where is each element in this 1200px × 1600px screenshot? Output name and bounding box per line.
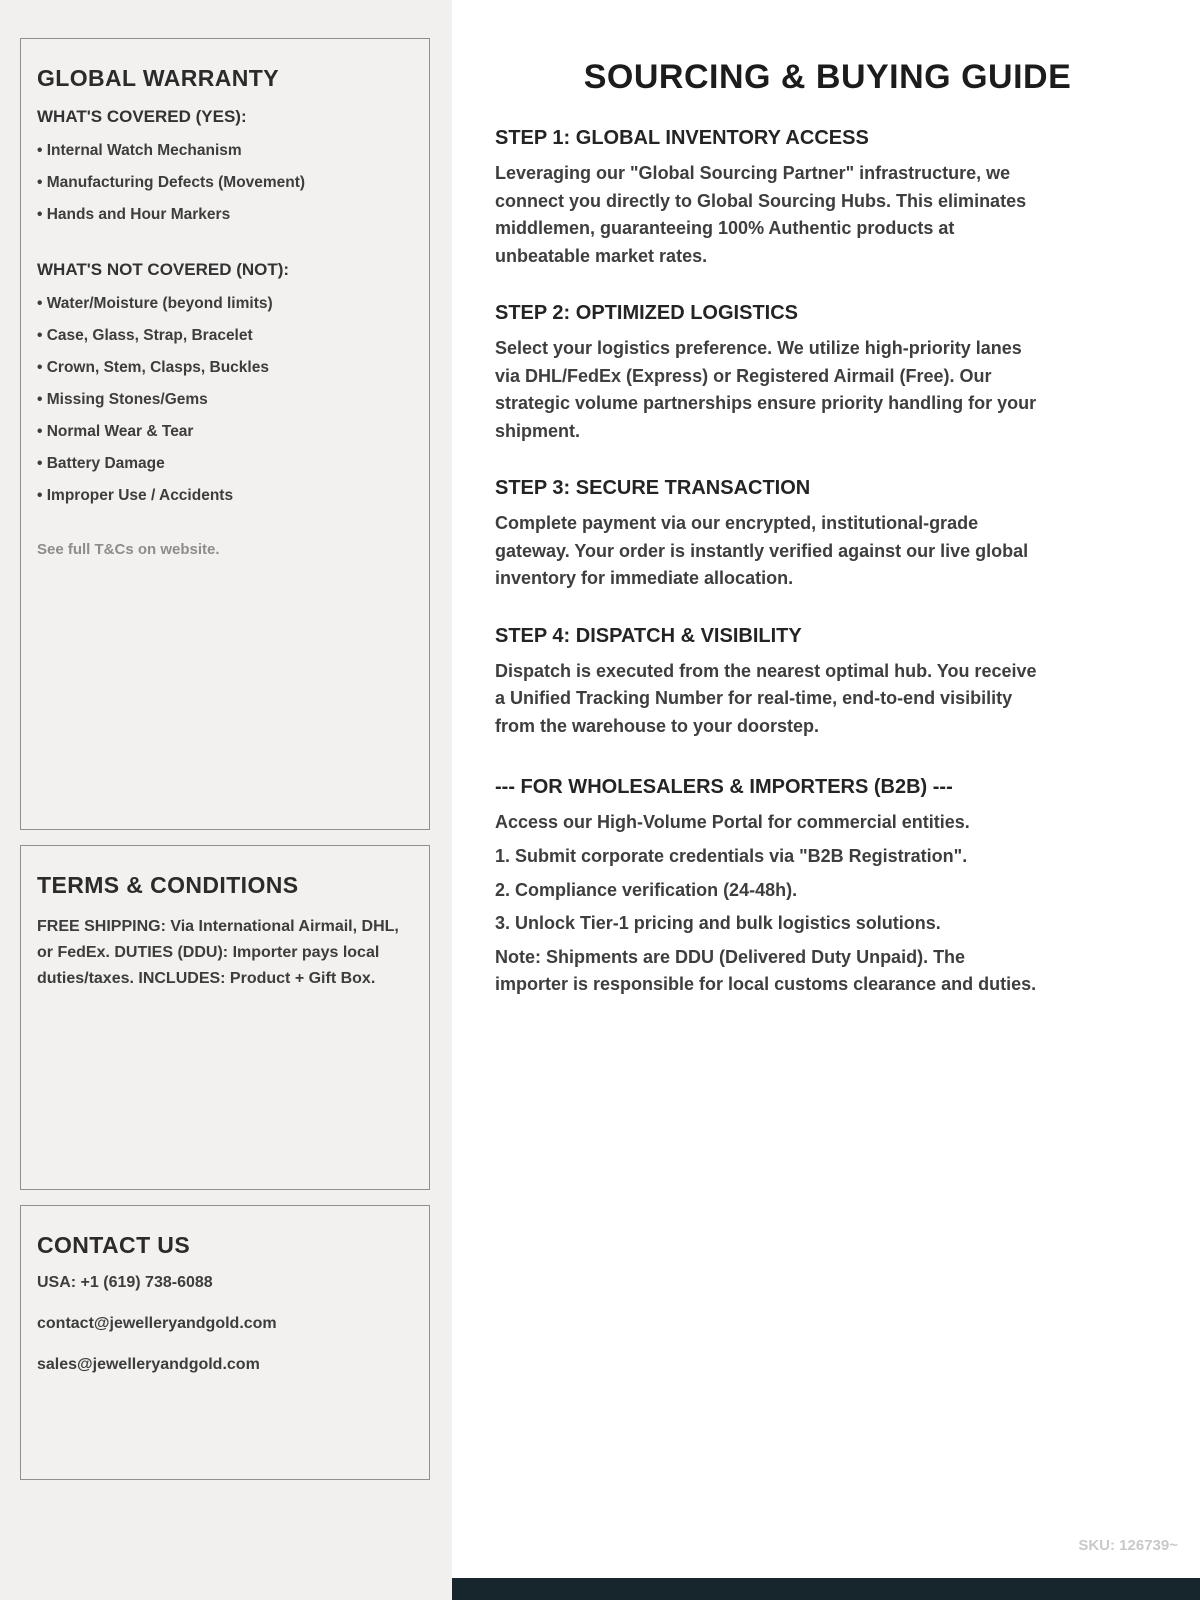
warranty-not-covered-item: • Normal Wear & Tear	[37, 423, 411, 441]
step-3-section	[495, 477, 1160, 593]
warranty-covered-item: • Hands and Hour Markers	[37, 206, 411, 224]
global-warranty-box	[20, 38, 430, 830]
step-3-body: Complete payment via our encrypted, institutional-grade gateway. Your order is instantly verified against our live global inventory for immediate allocation.	[495, 513, 1029, 589]
step-2-heading: STEP 2: OPTIMIZED LOGISTICS	[495, 302, 798, 325]
warranty-not-covered-heading: WHAT'S NOT COVERED (NOT):	[37, 260, 290, 279]
contact-email-primary: contact@jewelleryandgold.com	[37, 1315, 277, 1332]
b2b-heading: --- FOR WHOLESALERS & IMPORTERS (B2B) ---	[495, 776, 953, 799]
step-4-body: Dispatch is executed from the nearest optimal hub. You receive a Unified Tracking Number for real-time, end-to-end visibility from the warehouse to your doorstep.	[495, 660, 1037, 736]
warranty-covered-item: • Internal Watch Mechanism	[37, 142, 411, 160]
b2b-item-3: 3. Unlock Tier-1 pricing and bulk logistics solutions.	[495, 913, 941, 934]
step-4-heading: STEP 4: DISPATCH & VISIBILITY	[495, 624, 802, 647]
terms-box	[20, 845, 430, 1190]
b2b-section	[495, 776, 1160, 998]
sku-label: SKU: 126739~	[1078, 1537, 1178, 1554]
step-3-heading: STEP 3: SECURE TRANSACTION	[495, 477, 811, 500]
step-1-body: Leveraging our "Global Sourcing Partner" infrastructure, we connect you directly to Global Sourcing Hubs. This eliminates middlemen, guaranteeing 100% Authentic products at unbeatable market rates.	[495, 163, 1027, 266]
warranty-covered-item: • Manufacturing Defects (Movement)	[37, 174, 411, 192]
warranty-covered-heading: WHAT'S COVERED (YES):	[37, 107, 247, 126]
contact-phone: USA: +1 (619) 738-6088	[37, 1274, 213, 1291]
b2b-item-1: 1. Submit corporate credentials via "B2B Registration".	[495, 845, 968, 866]
warranty-not-covered-item: • Case, Glass, Strap, Bracelet	[37, 327, 411, 345]
page-title: SOURCING & BUYING GUIDE	[583, 58, 1072, 96]
warranty-title: GLOBAL WARRANTY	[37, 65, 279, 91]
warranty-not-covered-item: • Water/Moisture (beyond limits)	[37, 295, 411, 313]
warranty-not-covered-item: • Improper Use / Accidents	[37, 487, 411, 505]
b2b-note: Note: Shipments are DDU (Delivered Duty Unpaid). The importer is responsible for local customs clearance and duties.	[495, 946, 1037, 995]
contact-title: CONTACT US	[37, 1232, 191, 1258]
contact-box	[20, 1205, 430, 1480]
step-2-body: Select your logistics preference. We utilize high-priority lanes via DHL/FedEx (Express) or Registered Airmail (Free). Our strategic volume partnerships ensure priority handling for your shipment.	[495, 338, 1037, 441]
step-4-section	[495, 625, 1160, 741]
step-2-section	[495, 302, 1160, 445]
footer-bar	[452, 1578, 1200, 1600]
warranty-not-covered-list	[37, 295, 411, 505]
step-1-section	[495, 127, 1160, 270]
warranty-not-covered-item: • Missing Stones/Gems	[37, 391, 411, 409]
warranty-not-covered-item: • Crown, Stem, Clasps, Buckles	[37, 359, 411, 377]
step-1-heading: STEP 1: GLOBAL INVENTORY ACCESS	[495, 127, 869, 149]
b2b-intro: Access our High-Volume Portal for commercial entities.	[495, 812, 970, 833]
warranty-not-covered-item: • Battery Damage	[37, 455, 411, 473]
contact-email-sales: sales@jewelleryandgold.com	[37, 1356, 260, 1373]
terms-title: TERMS & CONDITIONS	[37, 872, 299, 898]
main-content	[452, 0, 1200, 1600]
sidebar	[0, 0, 452, 1600]
b2b-item-2: 2. Compliance verification (24-48h).	[495, 879, 798, 900]
terms-body: FREE SHIPPING: Via International Airmail, DHL, or FedEx. DUTIES (DDU): Importer pays local duties/taxes. INCLUDES: Product + Gift Box.	[37, 918, 399, 987]
warranty-covered-list	[37, 142, 411, 224]
warranty-footnote: See full T&Cs on website.	[37, 541, 220, 558]
